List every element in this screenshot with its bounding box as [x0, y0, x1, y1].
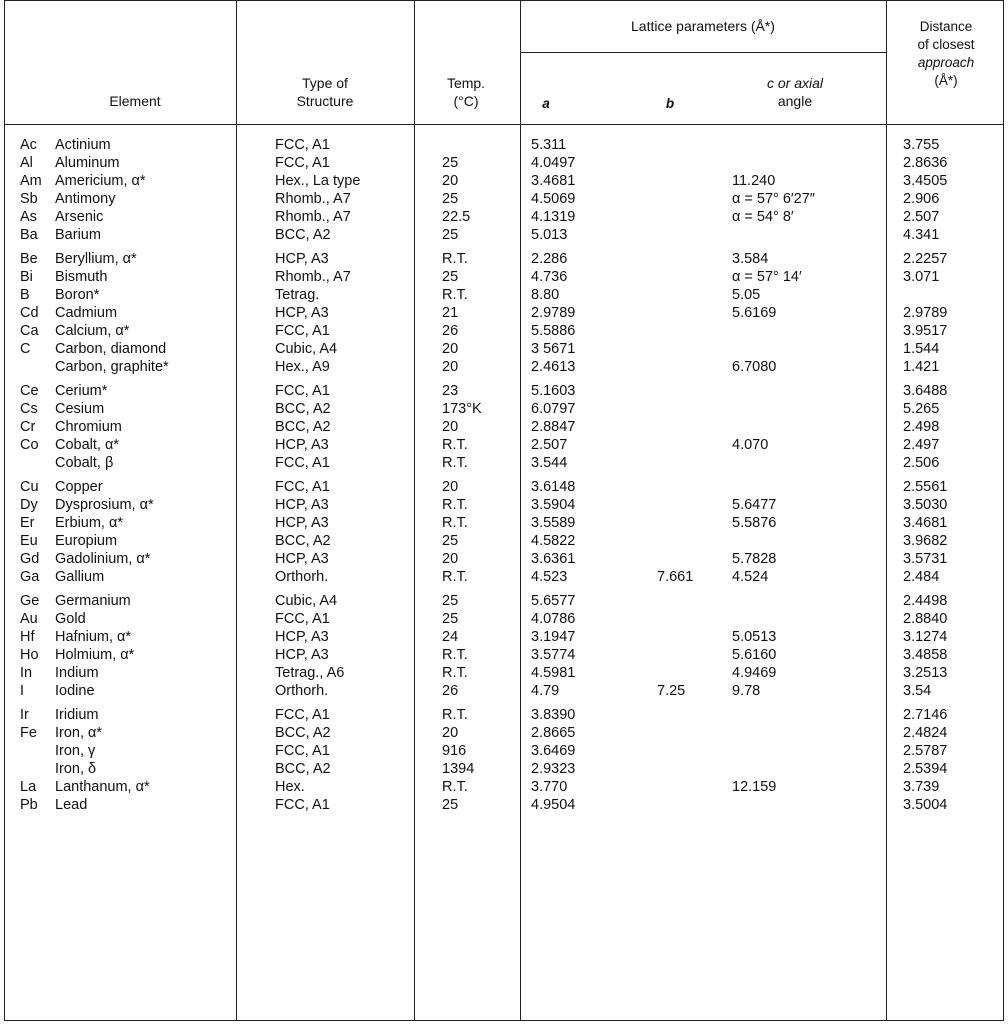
cell-lattice-a: 3.770 — [531, 779, 568, 795]
cell-closest-approach: 3.5030 — [903, 497, 948, 513]
cell-element-name: Chromium — [55, 419, 122, 435]
cell-element-symbol: Au — [20, 611, 38, 627]
table-row — [0, 533, 1008, 551]
cell-structure-type: BCC, A2 — [275, 227, 331, 243]
cell-element-name: Cerium* — [55, 383, 108, 399]
header-bottom-rule — [4, 124, 1004, 125]
cell-lattice-b: 7.25 — [657, 683, 686, 699]
cell-lattice-c: 3.584 — [732, 251, 769, 267]
cell-lattice-a: 2.4613 — [531, 359, 576, 375]
cell-closest-approach: 2.507 — [903, 209, 940, 225]
table-row — [0, 269, 1008, 287]
header-col-b: b — [665, 96, 675, 111]
cell-structure-type: BCC, A2 — [275, 533, 331, 549]
cell-element-name: Europium — [55, 533, 118, 549]
cell-element-symbol: As — [20, 209, 37, 225]
cell-structure-type: FCC, A1 — [275, 797, 330, 813]
cell-element-name: Actinium — [55, 137, 111, 153]
cell-element-name: Lanthanum, α* — [55, 779, 150, 795]
header-lattice-parameters: Lattice parameters (Å*) — [631, 18, 775, 34]
cell-structure-type: BCC, A2 — [275, 761, 331, 777]
cell-lattice-a: 4.0786 — [531, 611, 576, 627]
cell-temperature: 20 — [442, 479, 459, 495]
cell-closest-approach: 2.8840 — [903, 611, 948, 627]
cell-closest-approach: 3.9682 — [903, 533, 948, 549]
cell-structure-type: FCC, A1 — [275, 479, 330, 495]
cell-closest-approach: 2.5394 — [903, 761, 948, 777]
cell-element-symbol: Cu — [20, 479, 39, 495]
cell-lattice-a: 2.8665 — [531, 725, 576, 741]
cell-structure-type: FCC, A1 — [275, 743, 330, 759]
table-row — [0, 383, 1008, 401]
cell-element-symbol: Ac — [20, 137, 37, 153]
cell-structure-type: Tetrag. — [275, 287, 320, 303]
cell-structure-type: HCP, A3 — [275, 551, 329, 567]
cell-temperature: 25 — [442, 155, 459, 171]
cell-element-symbol: Dy — [20, 497, 38, 513]
cell-temperature: R.T. — [442, 569, 468, 585]
cell-structure-type: Hex. — [275, 779, 305, 795]
cell-structure-type: Rhomb., A7 — [275, 191, 351, 207]
cell-temperature: 20 — [442, 725, 459, 741]
table-row — [0, 323, 1008, 341]
cell-lattice-a: 4.5981 — [531, 665, 576, 681]
cell-closest-approach: 3.071 — [903, 269, 940, 285]
cell-lattice-a: 4.9504 — [531, 797, 576, 813]
cell-element-name: Aluminum — [55, 155, 120, 171]
header-col-a: a — [542, 96, 550, 111]
cell-lattice-c: 5.5876 — [732, 515, 777, 531]
cell-structure-type: FCC, A1 — [275, 455, 330, 471]
cell-temperature: 26 — [442, 683, 459, 699]
cell-lattice-a: 4.0497 — [531, 155, 576, 171]
header-type-line1: Type of — [302, 75, 348, 91]
table-row — [0, 401, 1008, 419]
cell-lattice-a: 4.523 — [531, 569, 568, 585]
cell-structure-type: FCC, A1 — [275, 383, 330, 399]
header-temp-line1: Temp. — [446, 75, 486, 91]
cell-lattice-a: 2.9789 — [531, 305, 576, 321]
cell-closest-approach: 3.6488 — [903, 383, 948, 399]
cell-element-symbol: Er — [20, 515, 35, 531]
cell-closest-approach: 2.8636 — [903, 155, 948, 171]
cell-temperature: R.T. — [442, 647, 468, 663]
cell-element-symbol: Eu — [20, 533, 38, 549]
cell-element-symbol: In — [20, 665, 33, 681]
cell-element-name: Americium, α* — [55, 173, 146, 189]
cell-element-name: Gallium — [55, 569, 105, 585]
cell-temperature: 1394 — [442, 761, 475, 777]
cell-structure-type: FCC, A1 — [275, 707, 330, 723]
cell-lattice-a: 4.736 — [531, 269, 568, 285]
table-row — [0, 455, 1008, 473]
table-row — [0, 191, 1008, 209]
cell-lattice-a: 5.5886 — [531, 323, 576, 339]
cell-element-name: Carbon, diamond — [55, 341, 167, 357]
table-row — [0, 437, 1008, 455]
cell-structure-type: FCC, A1 — [275, 155, 330, 171]
cell-lattice-c: α = 57° 14′ — [732, 269, 802, 285]
table-row — [0, 593, 1008, 611]
table-row — [0, 629, 1008, 647]
cell-closest-approach: 5.265 — [903, 401, 940, 417]
cell-element-symbol: Ce — [20, 383, 39, 399]
cell-lattice-c: 9.78 — [732, 683, 761, 699]
cell-element-name: Iron, α* — [55, 725, 103, 741]
cell-element-symbol: Am — [20, 173, 42, 189]
cell-structure-type: Cubic, A4 — [275, 341, 338, 357]
cell-element-symbol: Sb — [20, 191, 38, 207]
cell-lattice-a: 6.0797 — [531, 401, 576, 417]
cell-closest-approach: 3.5004 — [903, 797, 948, 813]
cell-closest-approach: 2.498 — [903, 419, 940, 435]
cell-element-symbol: Ca — [20, 323, 39, 339]
cell-lattice-c: 5.6160 — [732, 647, 777, 663]
header-col-c-line2: angle — [777, 93, 813, 109]
cell-structure-type: HCP, A3 — [275, 497, 329, 513]
cell-element-name: Antimony — [55, 191, 116, 207]
table-row — [0, 287, 1008, 305]
cell-lattice-a: 3.1947 — [531, 629, 576, 645]
cell-lattice-c: 5.6477 — [732, 497, 777, 513]
table-row — [0, 665, 1008, 683]
cell-temperature: 25 — [442, 269, 459, 285]
table-row — [0, 707, 1008, 725]
cell-structure-type: HCP, A3 — [275, 305, 329, 321]
cell-element-symbol: Cd — [20, 305, 39, 321]
cell-structure-type: Rhomb., A7 — [275, 269, 351, 285]
table-row — [0, 479, 1008, 497]
cell-structure-type: HCP, A3 — [275, 437, 329, 453]
cell-lattice-a: 3.4681 — [531, 173, 576, 189]
cell-structure-type: Orthorh. — [275, 683, 329, 699]
cell-structure-type: FCC, A1 — [275, 611, 330, 627]
cell-structure-type: Cubic, A4 — [275, 593, 338, 609]
table-row — [0, 797, 1008, 815]
cell-lattice-a: 2.286 — [531, 251, 568, 267]
cell-temperature: R.T. — [442, 515, 468, 531]
cell-closest-approach: 2.4498 — [903, 593, 948, 609]
cell-temperature: 25 — [442, 797, 459, 813]
cell-element-symbol: Gd — [20, 551, 40, 567]
cell-element-name: Gold — [55, 611, 86, 627]
cell-structure-type: Tetrag., A6 — [275, 665, 345, 681]
table-row — [0, 551, 1008, 569]
cell-element-name: Hafnium, α* — [55, 629, 132, 645]
cell-element-symbol: Cr — [20, 419, 36, 435]
cell-temperature: 173°K — [442, 401, 482, 417]
cell-lattice-c: 12.159 — [732, 779, 777, 795]
cell-lattice-c: 5.05 — [732, 287, 761, 303]
cell-element-symbol: Ir — [20, 707, 29, 723]
header-distance-line3: approach — [917, 55, 975, 70]
cell-temperature: 21 — [442, 305, 459, 321]
cell-element-symbol: Ge — [20, 593, 40, 609]
cell-closest-approach: 3.739 — [903, 779, 940, 795]
cell-element-symbol: Bi — [20, 269, 33, 285]
header-type-line2: Structure — [296, 93, 354, 109]
cell-element-name: Bismuth — [55, 269, 108, 285]
table-row — [0, 251, 1008, 269]
cell-temperature: R.T. — [442, 497, 468, 513]
cell-closest-approach: 3.9517 — [903, 323, 948, 339]
cell-temperature: 26 — [442, 323, 459, 339]
cell-element-name: Cobalt, β — [55, 455, 114, 471]
header-col-c-line1: c or axial — [766, 75, 824, 91]
cell-lattice-a: 3.8390 — [531, 707, 576, 723]
cell-closest-approach: 3.755 — [903, 137, 940, 153]
cell-element-name: Iron, δ — [55, 761, 97, 777]
cell-lattice-c: 11.240 — [732, 173, 776, 189]
cell-element-name: Boron* — [55, 287, 100, 303]
cell-closest-approach: 4.341 — [903, 227, 940, 243]
cell-temperature: 23 — [442, 383, 459, 399]
cell-temperature: 916 — [442, 743, 467, 759]
cell-closest-approach: 3.4858 — [903, 647, 948, 663]
cell-temperature: 20 — [442, 359, 459, 375]
cell-temperature: 25 — [442, 191, 459, 207]
cell-lattice-a: 3.5774 — [531, 647, 576, 663]
cell-lattice-a: 2.507 — [531, 437, 568, 453]
cell-element-name: Barium — [55, 227, 101, 243]
cell-element-name: Cobalt, α* — [55, 437, 119, 453]
cell-element-symbol: Ba — [20, 227, 38, 243]
table-row — [0, 209, 1008, 227]
header-element: Element — [109, 93, 161, 109]
cell-structure-type: HCP, A3 — [275, 251, 329, 267]
cell-lattice-a: 3.6148 — [531, 479, 576, 495]
table-row — [0, 173, 1008, 191]
cell-closest-approach: 2.506 — [903, 455, 940, 471]
cell-lattice-a: 8.80 — [531, 287, 560, 303]
table-row — [0, 569, 1008, 587]
table-row — [0, 761, 1008, 779]
cell-temperature: 20 — [442, 419, 459, 435]
cell-lattice-a: 3.544 — [531, 455, 568, 471]
cell-lattice-a: 5.311 — [531, 137, 567, 153]
table-row — [0, 683, 1008, 701]
cell-lattice-a: 4.1319 — [531, 209, 576, 225]
table-row — [0, 611, 1008, 629]
cell-closest-approach: 2.497 — [903, 437, 940, 453]
cell-element-name: Dysprosium, α* — [55, 497, 154, 513]
cell-element-symbol: Co — [20, 437, 39, 453]
cell-lattice-a: 5.013 — [531, 227, 568, 243]
cell-element-name: Iodine — [55, 683, 95, 699]
cell-element-symbol: La — [20, 779, 37, 795]
cell-structure-type: BCC, A2 — [275, 725, 331, 741]
table-row — [0, 227, 1008, 245]
cell-structure-type: BCC, A2 — [275, 401, 331, 417]
cell-lattice-c: 5.7828 — [732, 551, 777, 567]
cell-lattice-a: 3.6469 — [531, 743, 576, 759]
cell-temperature: 20 — [442, 173, 459, 189]
table-row — [0, 497, 1008, 515]
cell-element-name: Calcium, α* — [55, 323, 130, 339]
table-row — [0, 137, 1008, 155]
cell-lattice-c: 5.0513 — [732, 629, 777, 645]
cell-lattice-c: 4.9469 — [732, 665, 777, 681]
cell-element-symbol: Ho — [20, 647, 39, 663]
cell-element-name: Indium — [55, 665, 99, 681]
header-temp-line2: (°C) — [453, 93, 479, 109]
cell-closest-approach: 2.5787 — [903, 743, 948, 759]
cell-lattice-a: 3 5671 — [531, 341, 576, 357]
table-row — [0, 647, 1008, 665]
table-row — [0, 305, 1008, 323]
cell-closest-approach: 2.906 — [903, 191, 940, 207]
cell-element-name: Germanium — [55, 593, 131, 609]
cell-closest-approach: 2.9789 — [903, 305, 948, 321]
cell-lattice-a: 3.5589 — [531, 515, 576, 531]
table-row — [0, 515, 1008, 533]
cell-temperature: 20 — [442, 341, 459, 357]
cell-lattice-a: 5.1603 — [531, 383, 576, 399]
cell-closest-approach: 3.2513 — [903, 665, 948, 681]
cell-temperature: R.T. — [442, 251, 468, 267]
cell-closest-approach: 2.484 — [903, 569, 940, 585]
cell-lattice-c: 5.6169 — [732, 305, 777, 321]
cell-closest-approach: 2.2257 — [903, 251, 948, 267]
cell-closest-approach: 1.421 — [903, 359, 940, 375]
cell-structure-type: FCC, A1 — [275, 137, 330, 153]
cell-element-name: Lead — [55, 797, 88, 813]
cell-lattice-a: 4.5822 — [531, 533, 576, 549]
cell-structure-type: HCP, A3 — [275, 629, 329, 645]
cell-temperature: R.T. — [442, 665, 468, 681]
cell-element-symbol: Be — [20, 251, 38, 267]
cell-temperature: R.T. — [442, 779, 468, 795]
cell-element-symbol: Ga — [20, 569, 40, 585]
cell-closest-approach: 3.1274 — [903, 629, 948, 645]
cell-closest-approach: 3.54 — [903, 683, 932, 699]
header-distance-line1: Distance — [919, 19, 973, 34]
cell-structure-type: Orthorh. — [275, 569, 329, 585]
cell-element-name: Cadmium — [55, 305, 118, 321]
table-row — [0, 419, 1008, 437]
cell-closest-approach: 2.7146 — [903, 707, 948, 723]
table-row — [0, 779, 1008, 797]
cell-element-symbol: B — [20, 287, 30, 303]
cell-closest-approach: 3.5731 — [903, 551, 948, 567]
cell-closest-approach: 2.5561 — [903, 479, 948, 495]
cell-temperature: 25 — [442, 611, 459, 627]
cell-structure-type: HCP, A3 — [275, 647, 329, 663]
cell-element-name: Carbon, graphite* — [55, 359, 169, 375]
cell-element-name: Arsenic — [55, 209, 104, 225]
cell-lattice-c: 4.524 — [732, 569, 769, 585]
cell-element-symbol: Al — [20, 155, 33, 171]
cell-temperature: 22.5 — [442, 209, 471, 225]
cell-lattice-a: 4.79 — [531, 683, 560, 699]
cell-element-name: Beryllium, α* — [55, 251, 137, 267]
cell-temperature: R.T. — [442, 437, 468, 453]
cell-structure-type: FCC, A1 — [275, 323, 330, 339]
cell-temperature: 25 — [442, 593, 459, 609]
cell-temperature: 24 — [442, 629, 459, 645]
cell-temperature: 25 — [442, 533, 459, 549]
header-distance-line2: of closest — [917, 37, 975, 52]
cell-lattice-c: α = 54° 8′ — [732, 209, 794, 225]
cell-element-name: Iridium — [55, 707, 99, 723]
cell-lattice-a: 3.5904 — [531, 497, 576, 513]
cell-structure-type: HCP, A3 — [275, 515, 329, 531]
cell-lattice-a: 2.9323 — [531, 761, 576, 777]
cell-element-symbol: Pb — [20, 797, 38, 813]
cell-closest-approach: 3.4505 — [903, 173, 948, 189]
cell-closest-approach: 3.4681 — [903, 515, 948, 531]
cell-lattice-a: 5.6577 — [531, 593, 576, 609]
cell-element-name: Gadolinium, α* — [55, 551, 151, 567]
cell-lattice-b: 7.661 — [657, 569, 694, 585]
cell-element-name: Erbium, α* — [55, 515, 124, 531]
cell-temperature: R.T. — [442, 455, 468, 471]
cell-element-symbol: Hf — [20, 629, 35, 645]
cell-lattice-a: 3.6361 — [531, 551, 576, 567]
table-row — [0, 359, 1008, 377]
cell-element-symbol: C — [20, 341, 31, 357]
lattice-header-divider — [520, 52, 886, 53]
table-row — [0, 743, 1008, 761]
cell-temperature: 25 — [442, 227, 459, 243]
cell-lattice-c: 4.070 — [732, 437, 769, 453]
table-row — [0, 341, 1008, 359]
table-row — [0, 155, 1008, 173]
cell-element-name: Copper — [55, 479, 103, 495]
cell-structure-type: Rhomb., A7 — [275, 209, 351, 225]
cell-element-symbol: I — [20, 683, 25, 699]
cell-lattice-c: α = 57° 6′27″ — [732, 191, 815, 207]
cell-element-symbol: Fe — [20, 725, 37, 741]
cell-temperature: 20 — [442, 551, 459, 567]
cell-lattice-a: 4.5069 — [531, 191, 576, 207]
cell-structure-type: BCC, A2 — [275, 419, 331, 435]
cell-temperature: R.T. — [442, 707, 468, 723]
cell-structure-type: Hex., A9 — [275, 359, 330, 375]
table-row — [0, 725, 1008, 743]
cell-element-name: Holmium, α* — [55, 647, 135, 663]
cell-element-name: Iron, γ — [55, 743, 96, 759]
cell-closest-approach: 1.544 — [903, 341, 940, 357]
cell-element-name: Cesium — [55, 401, 105, 417]
cell-structure-type: Hex., La type — [275, 173, 361, 189]
header-distance-line4: (Å*) — [934, 73, 958, 88]
cell-temperature: R.T. — [442, 287, 468, 303]
cell-closest-approach: 2.4824 — [903, 725, 948, 741]
cell-lattice-c: 6.7080 — [732, 359, 777, 375]
cell-element-symbol: Cs — [20, 401, 38, 417]
cell-lattice-a: 2.8847 — [531, 419, 576, 435]
